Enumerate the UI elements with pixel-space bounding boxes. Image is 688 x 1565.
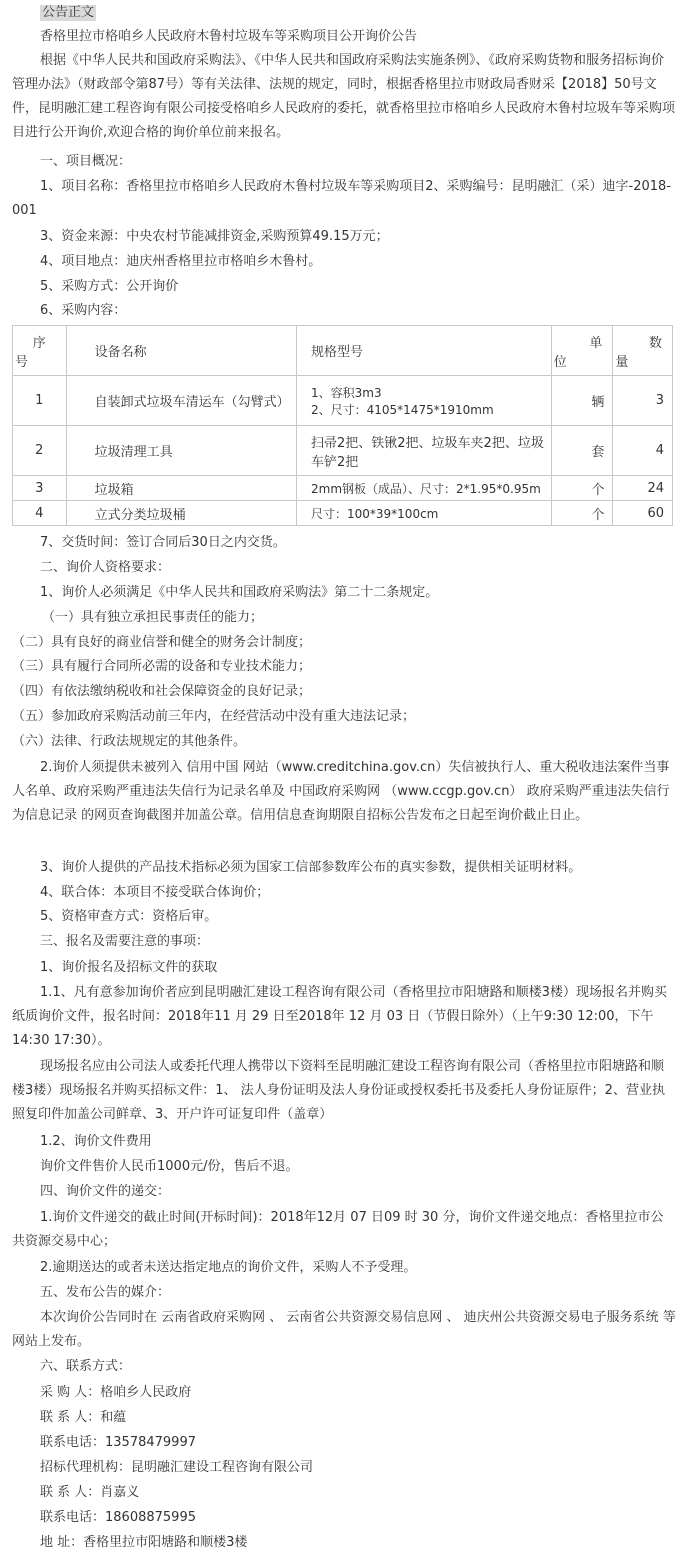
row-spec: 2mm钢板（成品）、尺寸：2*1.95*0.95m [297,476,552,501]
notice-title: 香格里拉市格咱乡人民政府木鲁村垃圾车等采购项目公开询价公告 [40,29,418,44]
media-text: 本次询价公告同时在 云南省政府采购网 、 云南省公共资源交易信息网 、 迪庆州公共资源交易电子服务系统 等网站上发布。 [12,1310,676,1349]
section-2-title: 二、询价人资格要求： [40,560,171,575]
project-name-item: 1、项目名称：香格里拉市格咱乡人民政府木鲁村垃圾车等采购项目2、采购编号：昆明融汇（采）迪字-2018-001 [12,179,672,218]
row-name: 自装卸式垃圾车清运车（勾臂式） [66,376,296,426]
row-qty: 3 [613,376,673,426]
registration-requirements: 现场报名应由公司法人或委托代理人携带以下资料至昆明融汇建设工程咨询有限公司（香格里拉市阳塘路和顺楼3楼）现场报名并购买招标文件：1、 法人身份证明及法人身份证或授权委托书及委托人身份证原件；2、营业执照复印件加盖公司鲜章、3、开户许可证复印件（盖章） [12,1059,665,1122]
delivery-time-item: 7、交货时间：签订合同后30日之内交货。 [40,535,286,550]
submission-item-1: 1.询价文件递交的截止时间(开标时间)：2018年12月 07 日09 时 30 分，询价文件递交地点：香格里拉市公共资源交易中心； [12,1210,664,1249]
row-name: 垃圾箱 [66,476,296,501]
qualification-item-2: 2.询价人须提供未被列入 信用中国 网站（www.creditchina.gov.cn）失信被执行人、重大税收违法案件当事人名单、政府采购严重违法失信行为记录名单及 中国政府采购网 （www.ccgp.gov.cn） 政府采购严重违法失信行为信息记录 的网页查询截图并加盖公章。信用信息查询期限自招标公告发布之日起至询价截止日止。 [12,760,670,823]
procurement-method-item: 5、采购方式：公开询价 [40,279,179,294]
header-spec: 规格型号 [297,326,552,376]
intro-paragraph: 根据《中华人民共和国政府采购法》、《中华人民共和国政府采购法实施条例》、《政府采购货物和服务招标询价管理办法》（财政部令第87号）等有关法律、法规的规定，同时，根据香格里拉市财政局香财采【2018】50号文件，昆明融汇建工程咨询有限公司接受格咱乡人民政府的委托，就香格里拉市格咱乡人民政府木鲁村垃圾车等采购项目进行公开询价,欢迎合格的询价单位前来报名。 [12,53,676,140]
row-unit: 个 [551,476,613,501]
table-row [13,376,673,426]
row-name: 垃圾清理工具 [66,426,296,476]
contact-purchaser: 采 购 人：格咱乡人民政府 [40,1385,192,1400]
table-row [13,426,673,476]
qualification-item-4: 4、联合体：本项目不接受联合体询价； [40,885,270,900]
contact-phone-2: 联系电话：18608875995 [40,1510,196,1525]
condition-4: （四）有依法缴纳税收和社会保障资金的良好记录； [12,684,312,699]
section-5-title: 五、发布公告的媒介： [40,1285,171,1300]
table-row [13,476,673,501]
header-no: 序 号 [13,326,67,376]
submission-item-2: 2.逾期送达的或者未送达指定地点的询价文件，采购人不予受理。 [40,1260,417,1275]
notice-body-tag: 公告正文 [42,5,95,20]
row-unit: 辆 [551,376,613,426]
row-qty: 24 [613,476,673,501]
contact-phone-1: 联系电话：13578479997 [40,1435,196,1450]
section-3-title: 三、报名及需要注意的事项： [40,934,210,949]
document-fee: 询价文件售价人民币1000元/份，售后不退。 [40,1159,299,1174]
row-name: 立式分类垃圾桶 [66,501,296,526]
row-no: 3 [13,476,67,501]
table-row [13,501,673,526]
contact-person-2: 联 系 人：肖嘉义 [40,1485,140,1500]
condition-6: （六）法律、行政法规规定的其他条件。 [12,734,247,749]
section-1-title: 一、项目概况： [40,154,132,169]
header-unit: 单 位 [551,326,613,376]
contact-agency: 招标代理机构：昆明融汇建设工程咨询有限公司 [40,1460,314,1475]
qualification-item-5: 5、资格审查方式：资格后审。 [40,909,218,924]
contact-address: 地 址：香格里拉市阳塘路和顺楼3楼 [40,1535,248,1550]
row-unit: 套 [551,426,613,476]
section-6-title: 六、联系方式： [40,1359,132,1374]
table-header-row [13,326,673,376]
row-no: 4 [13,501,67,526]
registration-item-1-1: 1.1、凡有意参加询价者应到昆明融汇建设工程咨询有限公司（香格里拉市阳塘路和顺楼3楼）现场报名并购买纸质询价文件，报名时间：2018年11 月 29 日至2018年 12 月 03 日（节假日除外）（上午9:30 12:00，下午14:30 17:30）。 [12,985,667,1048]
row-no: 1 [13,376,67,426]
row-spec: 尺寸：100*39*100cm [297,501,552,526]
qualification-item-3: 3、询价人提供的产品技术指标必须为国家工信部参数库公布的真实参数，提供相关证明材料。 [40,860,582,875]
row-spec: 扫帚2把、铁锹2把、垃圾车夹2把、垃圾车铲2把 [297,426,552,476]
registration-item-1-2: 1.2、询价文件费用 [40,1134,152,1149]
condition-2: （二）具有良好的商业信誉和健全的财务会计制度； [12,635,312,650]
row-unit: 个 [551,501,613,526]
fund-source-item: 3、资金来源：中央农村节能减排资金,采购预算49.15万元； [40,229,389,244]
condition-5: （五）参加政府采购活动前三年内，在经营活动中没有重大违法记录； [12,709,416,724]
condition-3: （三）具有履行合同所必需的设备和专业技术能力； [12,659,312,674]
qualification-item-1: 1、询价人必须满足《中华人民共和国政府采购法》第二十二条规定。 [40,585,439,600]
procurement-table [12,325,673,526]
header-qty: 数 量 [613,326,673,376]
row-no: 2 [13,426,67,476]
section-4-title: 四、询价文件的递交： [40,1184,171,1199]
row-qty: 4 [613,426,673,476]
project-location-item: 4、项目地点：迪庆州香格里拉市格咱乡木鲁村。 [40,254,322,269]
header-name: 设备名称 [66,326,296,376]
row-spec: 1、容积3m3 2、尺寸：4105*1475*1910mm [297,376,552,426]
procurement-content-item: 6、采购内容： [40,303,127,318]
row-qty: 60 [613,501,673,526]
contact-person-1: 联 系 人：和蕴 [40,1410,127,1425]
condition-1: （一）具有独立承担民事责任的能力； [42,610,264,625]
registration-item-1: 1、询价报名及招标文件的获取 [40,960,218,975]
